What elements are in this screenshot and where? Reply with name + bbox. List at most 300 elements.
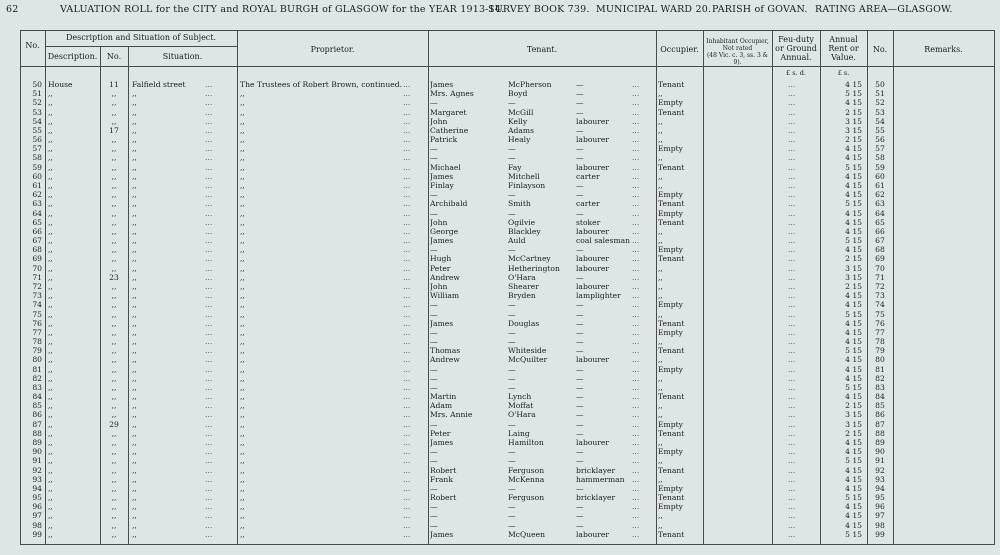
row-situation: ,, (132, 281, 137, 291)
row-no: 76 (32, 318, 42, 328)
row-occupier: ,, (658, 337, 663, 347)
row-no-right: 77 (875, 327, 885, 337)
row-tenant-first: — (430, 382, 438, 392)
feu-dots: ... (788, 300, 796, 310)
row-situation: ,, (132, 392, 137, 402)
feu-dots: ... (788, 98, 796, 108)
row-tenant-surname: — (508, 419, 516, 429)
row-tenant-trade: — (576, 401, 584, 411)
row-tenant-trade: labourer (576, 438, 610, 448)
row-occupier: Empty (658, 245, 683, 255)
row-proprietor: ,, (240, 392, 245, 402)
row-no-right: 88 (875, 428, 885, 438)
row-proprietor: ,, (240, 125, 245, 135)
tenant-dots: ... (632, 300, 640, 310)
row-occupier: ,, (658, 272, 663, 282)
feu-dots: ... (788, 80, 796, 89)
row-occupier: ,, (658, 263, 663, 273)
row-description: ,, (48, 217, 53, 227)
feu-dots: ... (788, 465, 796, 475)
situation-dots: ... (205, 511, 213, 521)
row-tenant-first: James (430, 318, 454, 328)
row-house-number: ,, (111, 281, 117, 291)
row-no-right: 86 (875, 410, 885, 420)
row-description: ,, (48, 410, 53, 420)
row-situation: ,, (132, 263, 137, 273)
row-tenant-first: James (430, 80, 454, 89)
row-situation: ,, (132, 529, 137, 539)
situation-dots: ... (205, 153, 213, 163)
row-tenant-first: Mrs. Agnes (430, 89, 474, 99)
tenant-dots: ... (632, 382, 640, 392)
col-proprietor: Proprietor. (310, 45, 355, 54)
row-annual-rent: 4 15 (845, 364, 862, 374)
row-no-right: 94 (875, 483, 885, 493)
feu-dots: ... (788, 245, 796, 255)
col-description: Description. (47, 52, 98, 61)
row-tenant-trade: — (576, 153, 584, 163)
row-no-right: 52 (875, 98, 885, 108)
row-description: ,, (48, 162, 53, 172)
row-description: ,, (48, 171, 53, 181)
row-tenant-trade: — (576, 300, 584, 310)
row-tenant-surname: Hetherington (508, 263, 560, 273)
proprietor-dots: ... (403, 162, 411, 172)
situation-dots: ... (205, 410, 213, 420)
row-occupier: Tenant (658, 107, 685, 117)
row-tenant-first: — (430, 456, 438, 466)
tenant-dots: ... (632, 98, 640, 108)
col-no-right: No. (872, 45, 888, 54)
row-annual-rent: 4 15 (845, 392, 862, 402)
row-house-number: ,, (111, 355, 117, 365)
row-proprietor: ,, (240, 428, 245, 438)
row-no-right: 60 (875, 171, 885, 181)
row-no-right: 81 (875, 364, 885, 374)
row-occupier: Empty (658, 300, 683, 310)
row-tenant-first: William (430, 291, 460, 301)
row-proprietor: ,, (240, 373, 245, 383)
row-no-right: 69 (875, 254, 885, 264)
row-annual-rent: 5 15 (845, 382, 862, 392)
situation-dots: ... (205, 355, 213, 365)
row-no-right: 92 (875, 465, 885, 475)
tenant-dots: ... (632, 80, 640, 89)
row-no: 69 (32, 254, 42, 264)
row-annual-rent: 5 15 (845, 199, 862, 209)
row-no-right: 61 (875, 180, 885, 190)
row-tenant-first: — (430, 502, 438, 512)
row-description: ,, (48, 144, 53, 154)
row-annual-rent: 5 15 (845, 236, 862, 246)
situation-dots: ... (205, 162, 213, 172)
tenant-dots: ... (632, 153, 640, 163)
row-house-number: ,, (111, 98, 117, 108)
row-tenant-first: Peter (430, 428, 451, 438)
col-annual-rent: Annual Rent or Value. (828, 35, 859, 62)
row-tenant-surname: — (508, 502, 516, 512)
row-proprietor: ,, (240, 493, 245, 503)
feu-dots: ... (788, 502, 796, 512)
row-description: ,, (48, 153, 53, 163)
feu-dots: ... (788, 382, 796, 392)
tenant-dots: ... (632, 392, 640, 402)
situation-dots: ... (205, 318, 213, 328)
row-tenant-surname: — (508, 327, 516, 337)
row-no-right: 50 (875, 80, 885, 89)
row-no: 88 (32, 428, 42, 438)
proprietor-dots: ... (403, 447, 411, 457)
row-annual-rent: 5 15 (845, 309, 862, 319)
row-proprietor: ,, (240, 300, 245, 310)
row-tenant-first: James (430, 236, 454, 246)
row-occupier: ,, (658, 236, 663, 246)
row-no-right: 62 (875, 190, 885, 200)
row-proprietor: ,, (240, 153, 245, 163)
row-tenant-trade: — (576, 89, 584, 99)
parish: PARISH of GOVAN. (712, 4, 808, 15)
situation-dots: ... (205, 337, 213, 347)
row-annual-rent: 4 15 (845, 144, 862, 154)
row-no: 92 (32, 465, 42, 475)
feu-dots: ... (788, 153, 796, 163)
situation-dots: ... (205, 199, 213, 209)
row-tenant-surname: Healy (508, 135, 531, 145)
situation-dots: ... (205, 107, 213, 117)
row-proprietor: ,, (240, 162, 245, 172)
feu-dots: ... (788, 226, 796, 236)
row-tenant-first: Michael (430, 162, 461, 172)
row-description: ,, (48, 520, 53, 530)
row-no: 70 (32, 263, 42, 273)
tenant-dots: ... (632, 465, 640, 475)
row-tenant-surname: — (508, 520, 516, 530)
situation-dots: ... (205, 236, 213, 246)
tenant-dots: ... (632, 447, 640, 457)
row-proprietor: ,, (240, 199, 245, 209)
tenant-dots: ... (632, 410, 640, 420)
row-occupier: Tenant (658, 162, 685, 172)
tenant-dots: ... (632, 226, 640, 236)
row-no-right: 95 (875, 493, 885, 503)
row-description: House (48, 80, 73, 89)
row-tenant-surname: — (508, 483, 516, 493)
feu-dots: ... (788, 474, 796, 484)
row-proprietor: The Trustees of Robert Brown, continued. (240, 80, 402, 89)
row-tenant-trade: — (576, 483, 584, 493)
proprietor-dots: ... (403, 125, 411, 135)
situation-dots: ... (205, 80, 213, 89)
row-proprietor: ,, (240, 180, 245, 190)
row-tenant-first: Robert (430, 493, 457, 503)
row-house-number: ,, (111, 410, 117, 420)
row-occupier: ,, (658, 226, 663, 236)
row-tenant-surname: Finlayson (508, 180, 546, 190)
row-situation: ,, (132, 300, 137, 310)
row-house-number: ,, (111, 144, 117, 154)
row-tenant-surname: Moffat (508, 401, 534, 411)
row-annual-rent: 4 15 (845, 465, 862, 475)
row-description: ,, (48, 419, 53, 429)
row-description: ,, (48, 401, 53, 411)
tenant-dots: ... (632, 272, 640, 282)
row-situation: ,, (132, 171, 137, 181)
row-situation: ,, (132, 162, 137, 172)
situation-dots: ... (205, 419, 213, 429)
row-annual-rent: 5 15 (845, 89, 862, 99)
row-proprietor: ,, (240, 171, 245, 181)
row-tenant-trade: — (576, 419, 584, 429)
col-tenant: Tenant. (526, 45, 558, 54)
proprietor-dots: ... (403, 392, 411, 402)
row-situation: ,, (132, 291, 137, 301)
row-tenant-trade: — (576, 180, 584, 190)
row-no: 85 (32, 401, 42, 411)
row-situation: ,, (132, 254, 137, 264)
row-occupier: ,, (658, 511, 663, 521)
row-house-number: ,, (111, 382, 117, 392)
row-house-number: ,, (111, 447, 117, 457)
row-situation: ,, (132, 410, 137, 420)
situation-dots: ... (205, 180, 213, 190)
tenant-dots: ... (632, 135, 640, 145)
row-occupier: ,, (658, 373, 663, 383)
survey-book: SURVEY BOOK 739. (488, 4, 590, 15)
situation-dots: ... (205, 217, 213, 227)
row-tenant-first: James (430, 171, 454, 181)
row-proprietor: ,, (240, 272, 245, 282)
row-tenant-trade: — (576, 428, 584, 438)
row-house-number: ,, (111, 373, 117, 383)
row-tenant-first: Hugh (430, 254, 452, 264)
feu-dots: ... (788, 291, 796, 301)
situation-dots: ... (205, 171, 213, 181)
row-tenant-trade: — (576, 98, 584, 108)
row-proprietor: ,, (240, 208, 245, 218)
row-no: 78 (32, 337, 42, 347)
proprietor-dots: ... (403, 474, 411, 484)
row-situation: ,, (132, 438, 137, 448)
tenant-dots: ... (632, 217, 640, 227)
row-annual-rent: 4 15 (845, 291, 862, 301)
row-no-right: 63 (875, 199, 885, 209)
row-house-number: ,, (111, 309, 117, 319)
situation-dots: ... (205, 300, 213, 310)
row-tenant-surname: McQueen (508, 529, 546, 539)
row-no: 64 (32, 208, 42, 218)
row-situation: ,, (132, 447, 137, 457)
row-occupier: Tenant (658, 428, 685, 438)
row-tenant-trade: carter (576, 199, 600, 209)
row-tenant-first: John (430, 217, 448, 227)
row-tenant-trade: labourer (576, 226, 610, 236)
row-proprietor: ,, (240, 382, 245, 392)
row-proprietor: ,, (240, 483, 245, 493)
row-tenant-surname: — (508, 144, 516, 154)
row-no: 77 (32, 327, 42, 337)
row-proprietor: ,, (240, 116, 245, 126)
proprietor-dots: ... (403, 135, 411, 145)
row-tenant-first: George (430, 226, 459, 236)
row-description: ,, (48, 116, 53, 126)
row-house-number: ,, (111, 135, 117, 145)
tenant-dots: ... (632, 520, 640, 530)
tenant-dots: ... (632, 529, 640, 539)
row-annual-rent: 4 15 (845, 438, 862, 448)
row-situation: ,, (132, 125, 137, 135)
row-tenant-surname: — (508, 309, 516, 319)
tenant-dots: ... (632, 364, 640, 374)
feu-dots: ... (788, 428, 796, 438)
row-occupier: Empty (658, 447, 683, 457)
proprietor-dots: ... (403, 180, 411, 190)
row-no: 84 (32, 392, 42, 402)
col-description-group: Description and Situation of Subject. (65, 33, 217, 42)
col-remarks: Remarks. (924, 45, 963, 54)
proprietor-dots: ... (403, 190, 411, 200)
row-no-right: 57 (875, 144, 885, 154)
row-annual-rent: 4 15 (845, 447, 862, 457)
situation-dots: ... (205, 116, 213, 126)
feu-dots: ... (788, 355, 796, 365)
row-no: 94 (32, 483, 42, 493)
row-no-right: 91 (875, 456, 885, 466)
situation-dots: ... (205, 465, 213, 475)
proprietor-dots: ... (403, 493, 411, 503)
proprietor-dots: ... (403, 89, 411, 99)
row-no: 61 (32, 180, 42, 190)
proprietor-dots: ... (403, 263, 411, 273)
row-situation: ,, (132, 190, 137, 200)
row-description: ,, (48, 456, 53, 466)
row-tenant-trade: — (576, 318, 584, 328)
row-no: 55 (32, 125, 42, 135)
row-occupier: ,, (658, 171, 663, 181)
row-proprietor: ,, (240, 107, 245, 117)
row-proprietor: ,, (240, 355, 245, 365)
row-tenant-first: — (430, 373, 438, 383)
row-house-number: ,, (111, 511, 117, 521)
situation-dots: ... (205, 529, 213, 539)
row-situation: ,, (132, 428, 137, 438)
row-description: ,, (48, 254, 53, 264)
row-occupier: Tenant (658, 199, 685, 209)
proprietor-dots: ... (403, 529, 411, 539)
row-no-right: 83 (875, 382, 885, 392)
row-tenant-surname: O'Hara (508, 410, 536, 420)
row-no: 60 (32, 171, 42, 181)
row-tenant-trade: labourer (576, 254, 610, 264)
row-tenant-first: — (430, 245, 438, 255)
row-tenant-first: Frank (430, 474, 453, 484)
row-tenant-trade: — (576, 456, 584, 466)
tenant-dots: ... (632, 89, 640, 99)
rating-area: RATING AREA—GLASGOW. (815, 4, 953, 15)
row-no: 99 (32, 529, 42, 539)
row-description: ,, (48, 447, 53, 457)
row-description: ,, (48, 236, 53, 246)
feu-dots: ... (788, 236, 796, 246)
row-tenant-surname: Smith (508, 199, 531, 209)
tenant-dots: ... (632, 502, 640, 512)
row-occupier: Empty (658, 190, 683, 200)
tenant-dots: ... (632, 254, 640, 264)
feu-dots: ... (788, 199, 796, 209)
tenant-dots: ... (632, 346, 640, 356)
row-description: ,, (48, 291, 53, 301)
row-proprietor: ,, (240, 447, 245, 457)
row-house-number: ,, (111, 346, 117, 356)
proprietor-dots: ... (403, 245, 411, 255)
feu-dots: ... (788, 135, 796, 145)
row-occupier: ,, (658, 291, 663, 301)
proprietor-dots: ... (403, 291, 411, 301)
row-annual-rent: 4 15 (845, 483, 862, 493)
proprietor-dots: ... (403, 401, 411, 411)
row-annual-rent: 4 15 (845, 502, 862, 512)
row-situation: ,, (132, 483, 137, 493)
situation-dots: ... (205, 309, 213, 319)
row-no: 52 (32, 98, 42, 108)
situation-dots: ... (205, 474, 213, 484)
tenant-dots: ... (632, 309, 640, 319)
situation-dots: ... (205, 208, 213, 218)
row-no: 81 (32, 364, 42, 374)
row-description: ,, (48, 337, 53, 347)
row-proprietor: ,, (240, 337, 245, 347)
row-description: ,, (48, 346, 53, 356)
row-no-right: 55 (875, 125, 885, 135)
row-annual-rent: 2 15 (845, 254, 862, 264)
row-situation: ,, (132, 107, 137, 117)
proprietor-dots: ... (403, 318, 411, 328)
row-tenant-surname: Kelly (508, 116, 528, 126)
row-no: 73 (32, 291, 42, 301)
row-no-right: 78 (875, 337, 885, 347)
proprietor-dots: ... (403, 144, 411, 154)
row-no: 59 (32, 162, 42, 172)
proprietor-dots: ... (403, 438, 411, 448)
row-annual-rent: 4 15 (845, 520, 862, 530)
row-description: ,, (48, 483, 53, 493)
row-no-right: 84 (875, 392, 885, 402)
row-tenant-first: — (430, 520, 438, 530)
row-tenant-trade: — (576, 309, 584, 319)
tenant-dots: ... (632, 162, 640, 172)
row-no-right: 67 (875, 236, 885, 246)
row-occupier: ,, (658, 410, 663, 420)
proprietor-dots: ... (403, 300, 411, 310)
row-house-number: ,, (111, 199, 117, 209)
row-description: ,, (48, 465, 53, 475)
row-description: ,, (48, 180, 53, 190)
row-proprietor: ,, (240, 465, 245, 475)
row-tenant-first: — (430, 300, 438, 310)
row-no-right: 87 (875, 419, 885, 429)
row-annual-rent: 4 15 (845, 337, 862, 347)
tenant-dots: ... (632, 438, 640, 448)
row-description: ,, (48, 355, 53, 365)
feu-dots: ... (788, 309, 796, 319)
row-tenant-first: Mrs. Annie (430, 410, 473, 420)
row-tenant-first: Archibald (430, 199, 468, 209)
row-tenant-first: — (430, 364, 438, 374)
situation-dots: ... (205, 520, 213, 530)
row-tenant-trade: — (576, 144, 584, 154)
feu-units: £ s. d. (786, 69, 806, 77)
row-house-number: 17 (109, 125, 119, 135)
col-no: No. (25, 41, 40, 50)
